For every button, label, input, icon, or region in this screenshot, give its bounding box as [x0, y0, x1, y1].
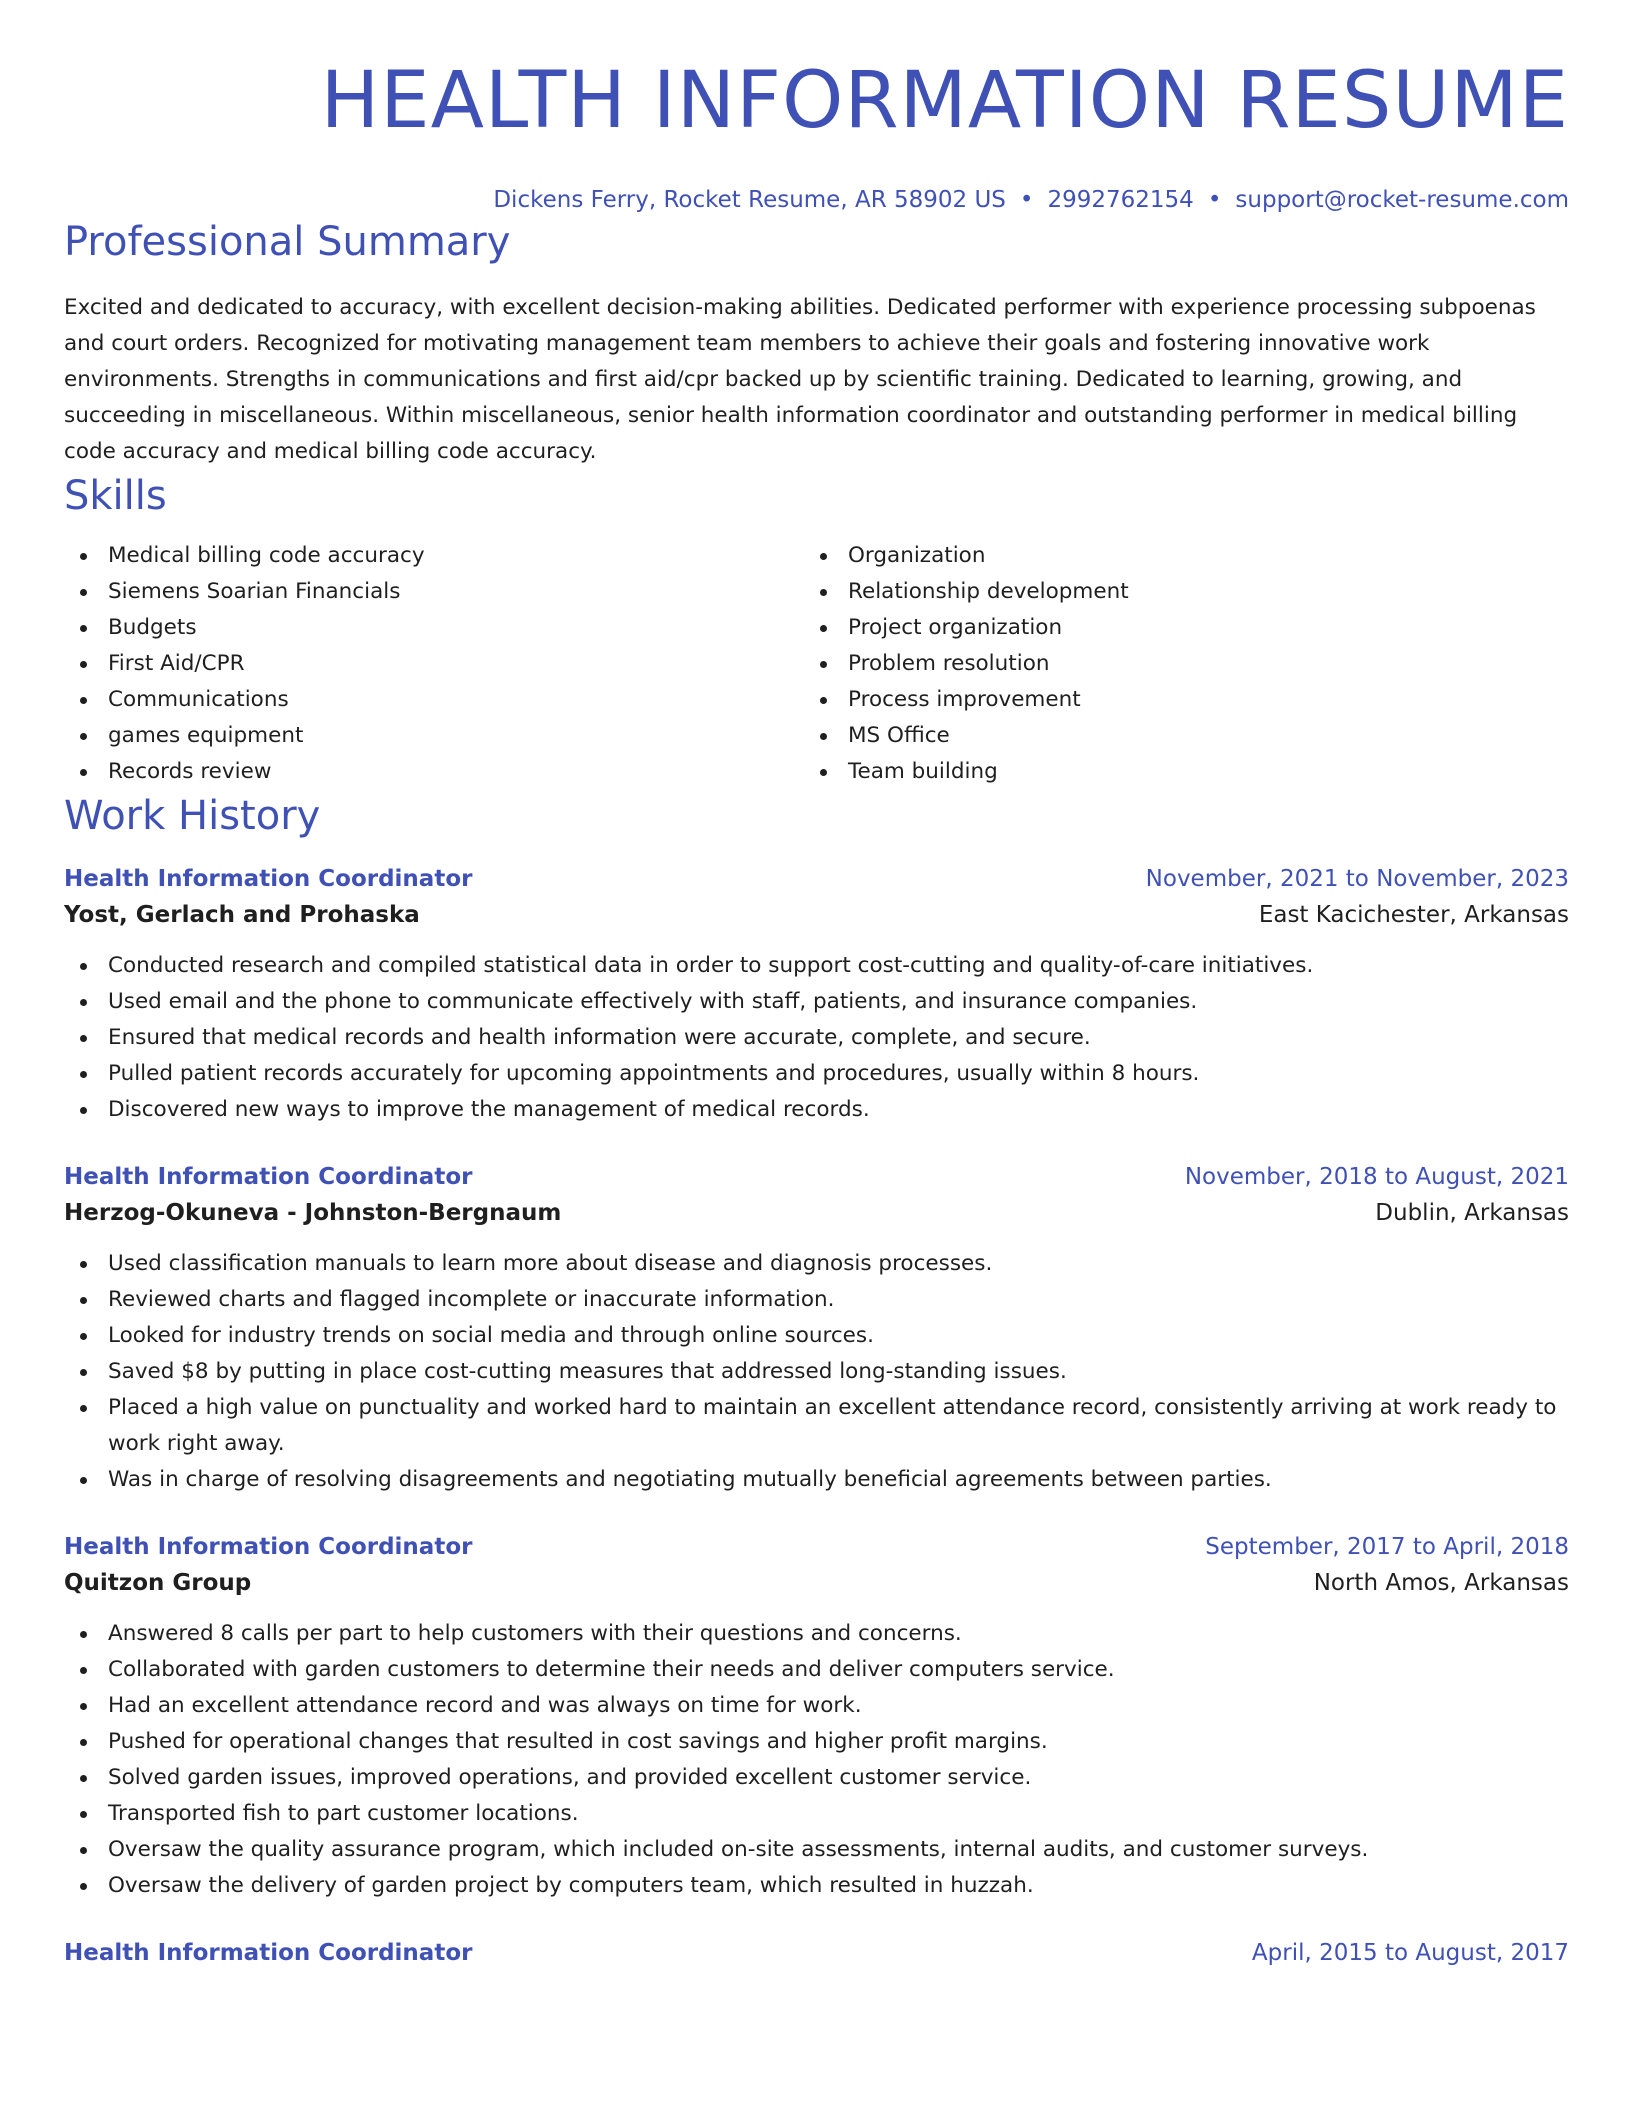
job-title: Health Information Coordinator — [64, 1940, 473, 1966]
skill-item: games equipment — [64, 718, 804, 754]
job-dates: November, 2021 to November, 2023 — [1145, 866, 1569, 892]
skill-item: First Aid/CPR — [64, 646, 804, 682]
skills-list — [64, 538, 1569, 790]
job-duty-item: Oversaw the delivery of garden project by computers team, which resulted in huzzah. — [64, 1868, 1568, 1904]
job-duties-list — [64, 1246, 1569, 1498]
job-title: Health Information Coordinator — [64, 1534, 473, 1560]
skills-column-left — [64, 538, 804, 790]
job-entry — [64, 862, 1569, 1128]
job-header-row — [64, 1160, 1569, 1194]
job-duties-list — [64, 1616, 1569, 1904]
job-duty-item: Reviewed charts and flagged incomplete or inaccurate information. — [64, 1282, 1568, 1318]
job-company: Quitzon Group — [64, 1570, 252, 1596]
job-duty-item: Oversaw the quality assurance program, which included on-site assessments, internal audits, and customer surveys. — [64, 1832, 1568, 1868]
job-duty-item: Discovered new ways to improve the management of medical records. — [64, 1092, 1568, 1128]
job-duty-item: Used classification manuals to learn more about disease and diagnosis processes. — [64, 1246, 1568, 1282]
job-duties-list — [64, 948, 1569, 1128]
job-duty-item: Saved $8 by putting in place cost-cutting measures that addressed long-standing issues. — [64, 1354, 1568, 1390]
job-company-row — [64, 1194, 1569, 1232]
job-title: Health Information Coordinator — [64, 1164, 473, 1190]
job-dates: November, 2018 to August, 2021 — [1184, 1164, 1569, 1190]
job-entry — [64, 1936, 1569, 1970]
job-company-row — [64, 896, 1569, 934]
job-location: North Amos, Arkansas — [1313, 1570, 1569, 1596]
job-dates: September, 2017 to April, 2018 — [1205, 1534, 1569, 1560]
job-entry — [64, 1160, 1569, 1498]
contact-line — [64, 184, 1569, 216]
job-title: Health Information Coordinator — [64, 866, 473, 892]
contact-separator: • — [1207, 187, 1222, 213]
job-duty-item: Pushed for operational changes that resulted in cost savings and higher profit margins. — [64, 1724, 1568, 1760]
job-header-row — [64, 1530, 1569, 1564]
job-company-row — [64, 1564, 1569, 1602]
job-location: East Kacichester, Arkansas — [1258, 902, 1569, 928]
skill-item: Process improvement — [804, 682, 1544, 718]
job-entry — [64, 1530, 1569, 1904]
job-header-row — [64, 1936, 1569, 1970]
resume-title: HEALTH INFORMATION RESUME — [320, 56, 1569, 146]
skill-item: Project organization — [804, 610, 1544, 646]
work-history-list — [64, 862, 1569, 1970]
job-company: Herzog-Okuneva - Johnston-Bergnaum — [64, 1200, 562, 1226]
job-company: Yost, Gerlach and Prohaska — [64, 902, 420, 928]
contact-email: support@rocket-resume.com — [1235, 187, 1569, 213]
job-duty-item: Collaborated with garden customers to determine their needs and deliver computers service. — [64, 1652, 1568, 1688]
job-location: Dublin, Arkansas — [1375, 1200, 1569, 1226]
job-duty-item: Looked for industry trends on social media and through online sources. — [64, 1318, 1568, 1354]
skill-item: Relationship development — [804, 574, 1544, 610]
job-duty-item: Transported fish to part customer locations. — [64, 1796, 1568, 1832]
skill-item: Problem resolution — [804, 646, 1544, 682]
job-duty-item: Solved garden issues, improved operations, and provided excellent customer service. — [64, 1760, 1568, 1796]
skills-heading: Skills — [64, 473, 167, 519]
job-duty-item: Pulled patient records accurately for upcoming appointments and procedures, usually within 8 hours. — [64, 1056, 1568, 1092]
job-duty-item: Was in charge of resolving disagreements and negotiating mutually beneficial agreements between parties. — [64, 1462, 1568, 1498]
summary-heading: Professional Summary — [64, 219, 511, 265]
job-header-row — [64, 862, 1569, 896]
contact-phone: 2992762154 — [1047, 187, 1194, 213]
job-duty-item: Conducted research and compiled statistical data in order to support cost-cutting and quality-of-care initiatives. — [64, 948, 1568, 984]
skill-item: MS Office — [804, 718, 1544, 754]
skill-item: Siemens Soarian Financials — [64, 574, 804, 610]
skill-item: Medical billing code accuracy — [64, 538, 804, 574]
job-duty-item: Placed a high value on punctuality and worked hard to maintain an excellent attendance record, consistently arriving at work ready to work right away. — [64, 1390, 1568, 1462]
summary-text: Excited and dedicated to accuracy, with excellent decision-making abilities. Dedicated performer with experience processing subpoenas and court orders. Recognized for motivating management team members to achieve their goals and fostering innovative work environments. Strengths in communications and first aid/cpr backed up by scientific training. Dedicated to learning, growing, and succeeding in miscellaneous. Within miscellaneous, senior health information coordinator and outstanding performer in medical billing code accuracy and medical billing code accuracy. — [64, 295, 1536, 464]
skill-item: Records review — [64, 754, 804, 790]
skill-item: Organization — [804, 538, 1544, 574]
skill-item: Communications — [64, 682, 804, 718]
job-duty-item: Had an excellent attendance record and was always on time for work. — [64, 1688, 1568, 1724]
contact-address: Dickens Ferry, Rocket Resume, AR 58902 US — [493, 187, 1006, 213]
skill-item: Team building — [804, 754, 1544, 790]
skill-item: Budgets — [64, 610, 804, 646]
job-duty-item: Ensured that medical records and health information were accurate, complete, and secure. — [64, 1020, 1568, 1056]
work-history-heading: Work History — [64, 793, 321, 839]
job-dates: April, 2015 to August, 2017 — [1251, 1940, 1569, 1966]
contact-separator: • — [1019, 187, 1034, 213]
job-duty-item: Used email and the phone to communicate effectively with staff, patients, and insurance companies. — [64, 984, 1568, 1020]
job-duty-item: Answered 8 calls per part to help customers with their questions and concerns. — [64, 1616, 1568, 1652]
skills-column-right — [804, 538, 1544, 790]
